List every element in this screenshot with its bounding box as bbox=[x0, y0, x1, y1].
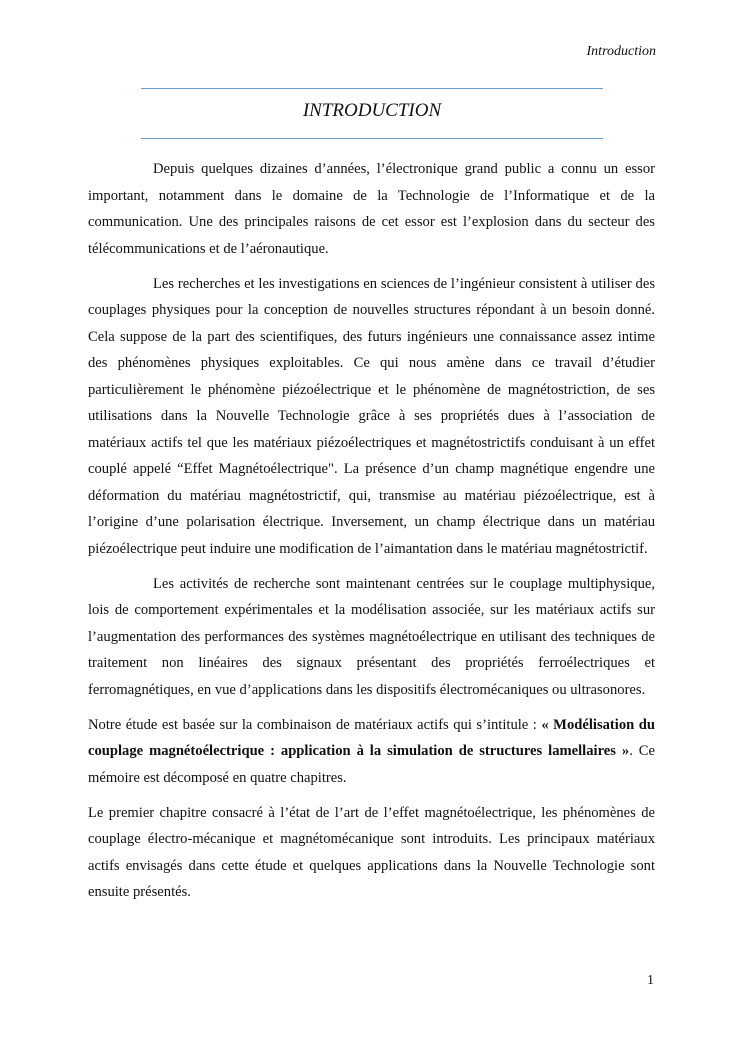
paragraph-3: Les activités de recherche sont maintenant centrées sur le couplage multiphysique, lois de comportement expérimentales et la modélisation associée, sur les matériaux actifs sur l’augmentation des performances des systèmes magnétoélectrique en utilisant des techniques de traitement non linéaires des signaux présentant des propriétés ferroélectriques et ferromagnétiques, en vue d’applications dans les dispositifs électromécaniques ou ultrasonores. bbox=[88, 575, 655, 698]
thesis-title: « Modélisation du couplage magnétoélectrique : application à la simulation de structures lamellaires » bbox=[88, 716, 656, 759]
paragraph-4-intro: Notre étude est basée sur la combinaison de matériaux actifs qui s’intitule : bbox=[88, 716, 542, 733]
paragraph-2: Les recherches et les investigations en sciences de l’ingénieur consistent à utiliser des couplages physiques pour la conception de nouvelles structures répondant à un besoin donné. Cela suppose de la part des scientifiques, des futurs ingénieurs une connaissance assez intime des phénomènes physiques exploitables. Ce qui nous amène dans ce travail d’étudier particulièrement le phénomène piézoélectrique et le phénomène de magnétostriction, de ses utilisations dans la Nouvelle Technologie grâce à ses propriétés dues à l’association de matériaux actifs tel que les matériaux piézoélectriques et magnétostrictifs conduisant à un effet couplé appelé “Effet Magnétoélectrique". La présence d’un champ magnétique engendre une déformation du matériau magnétostrictif, qui, transmise au matériau piézoélectrique, est à l’origine d’une polarisation électrique. Inversement, un champ électrique dans un matériau piézoélectrique peut induire une modification de l’aimantation dans le matériau magnétostrictif. bbox=[88, 275, 655, 557]
paragraph-4 bbox=[88, 712, 655, 792]
body-text bbox=[88, 156, 655, 914]
running-header: Introduction bbox=[586, 44, 656, 59]
page-number: 1 bbox=[647, 973, 654, 988]
paragraph-1: Depuis quelques dizaines d’années, l’électronique grand public a connu un essor important, notamment dans le domaine de la Technologie de l’Informatique et de la communication. Une des principales raisons de cet essor est l’explosion dans du secteur des télécommunications et de l’aéronautique. bbox=[88, 161, 655, 257]
page-title: INTRODUCTION bbox=[302, 100, 442, 121]
title-rule-bottom bbox=[141, 138, 603, 139]
paragraph-4-rest: . Ce mémoire est décomposé en quatre chapitres. bbox=[88, 743, 655, 786]
title-rule-top bbox=[141, 88, 603, 89]
paragraph-5: Le premier chapitre consacré à l’état de l’art de l’effet magnétoélectrique, les phénomènes de couplage électro-mécanique et magnétomécanique sont introduits. Les principaux matériaux actifs envisagés dans cette étude et quelques applications dans la Nouvelle Technologie sont ensuite présentés. bbox=[88, 804, 655, 900]
